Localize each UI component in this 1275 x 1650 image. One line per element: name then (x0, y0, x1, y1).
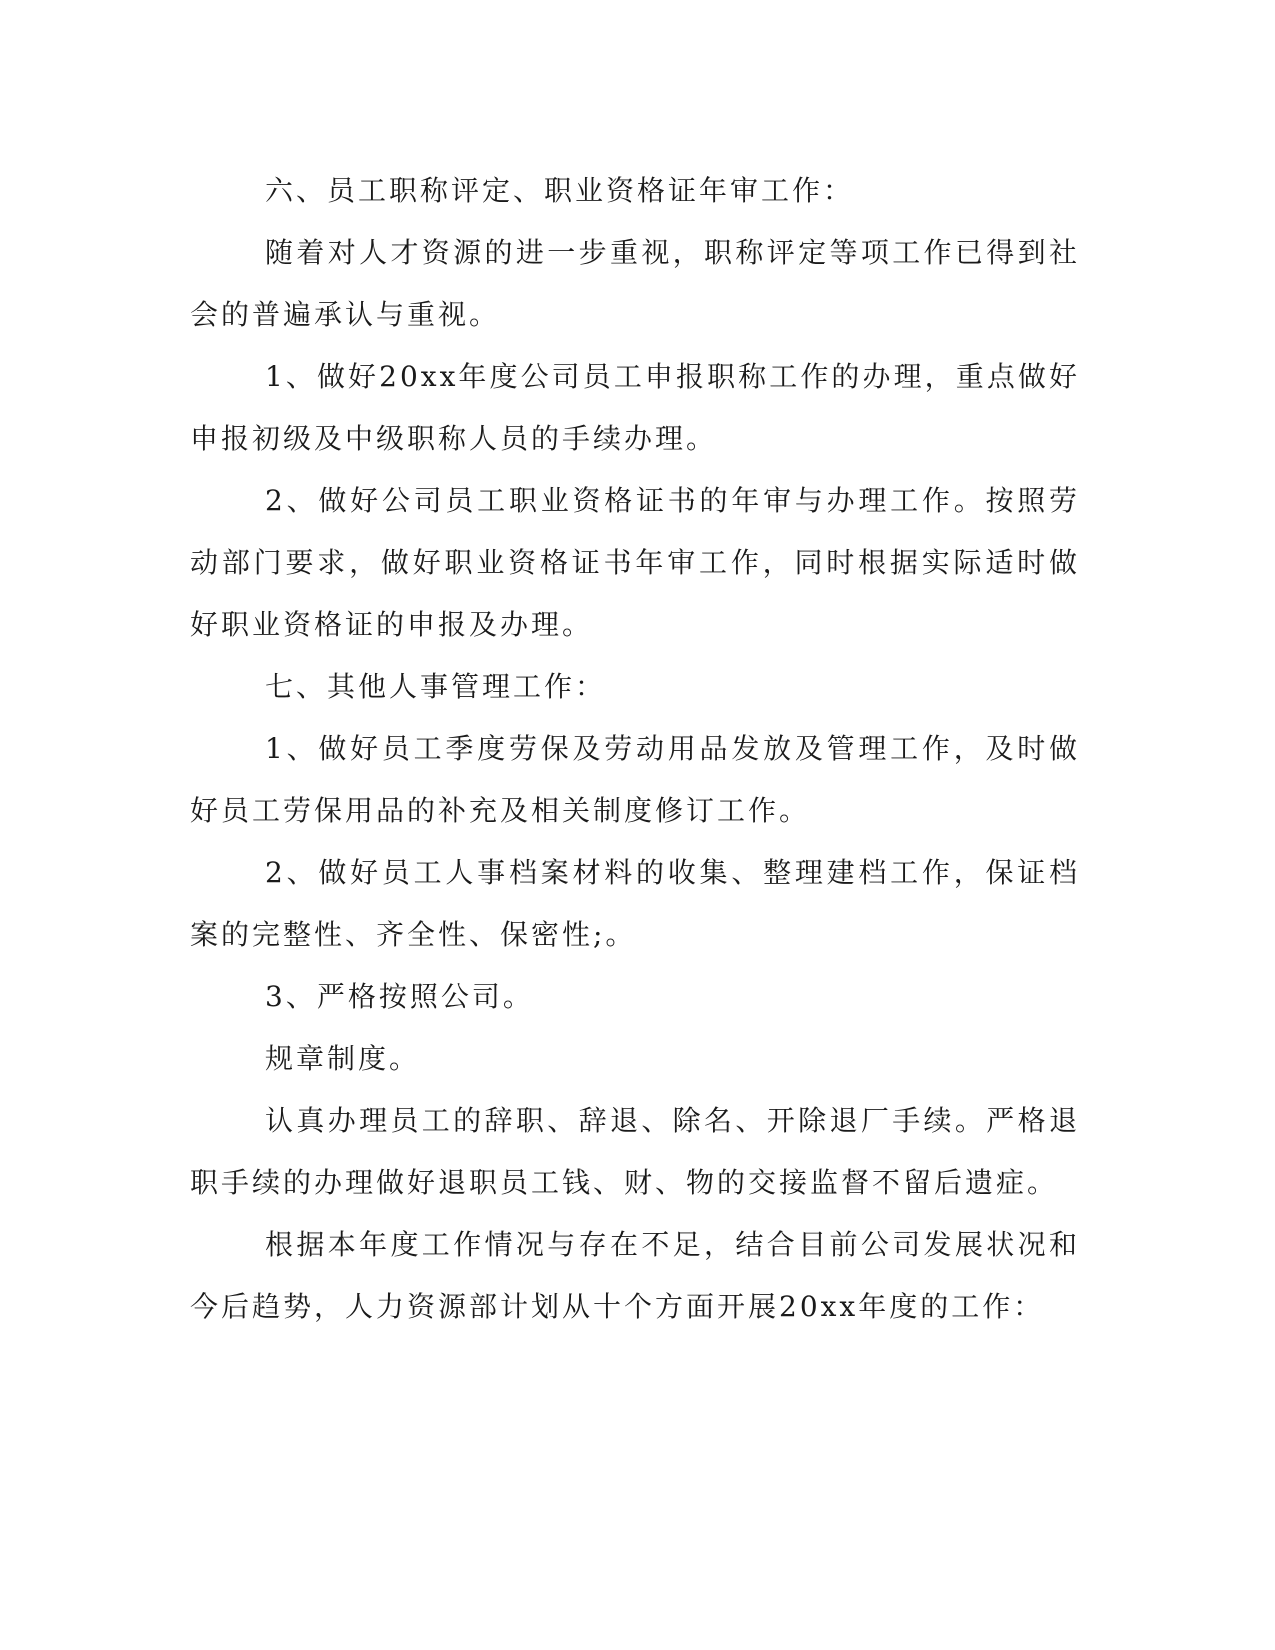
paragraph: 2、做好公司员工职业资格证书的年审与办理工作。按照劳动部门要求，做好职业资格证书年审工作，同时根据实际适时做好职业资格证的申报及办理。 (190, 484, 1080, 641)
paragraph: 1、做好员工季度劳保及劳动用品发放及管理工作，及时做好员工劳保用品的补充及相关制度修订工作。 (190, 732, 1080, 827)
paragraph: 3、严格按照公司。 (265, 980, 534, 1013)
paragraph: 2、做好员工人事档案材料的收集、整理建档工作，保证档案的完整性、齐全性、保密性;。 (190, 856, 1080, 951)
section-heading-seven: 七、其他人事管理工作： (265, 670, 607, 703)
document-body (190, 160, 1080, 1338)
paragraph: 随着对人才资源的进一步重视，职称评定等项工作已得到社会的普遍承认与重视。 (190, 236, 1080, 331)
paragraph: 认真办理员工的辞职、辞退、除名、开除退厂手续。严格退职手续的办理做好退职员工钱、财、物的交接监督不留后遗症。 (190, 1104, 1080, 1199)
paragraph: 根据本年度工作情况与存在不足，结合目前公司发展状况和今后趋势，人力资源部计划从十个方面开展20xx年度的工作： (190, 1228, 1080, 1323)
paragraph: 1、做好20xx年度公司员工申报职称工作的办理，重点做好申报初级及中级职称人员的手续办理。 (190, 360, 1080, 455)
section-heading-six: 六、员工职称评定、职业资格证年审工作： (265, 174, 855, 207)
paragraph: 规章制度。 (265, 1042, 421, 1075)
